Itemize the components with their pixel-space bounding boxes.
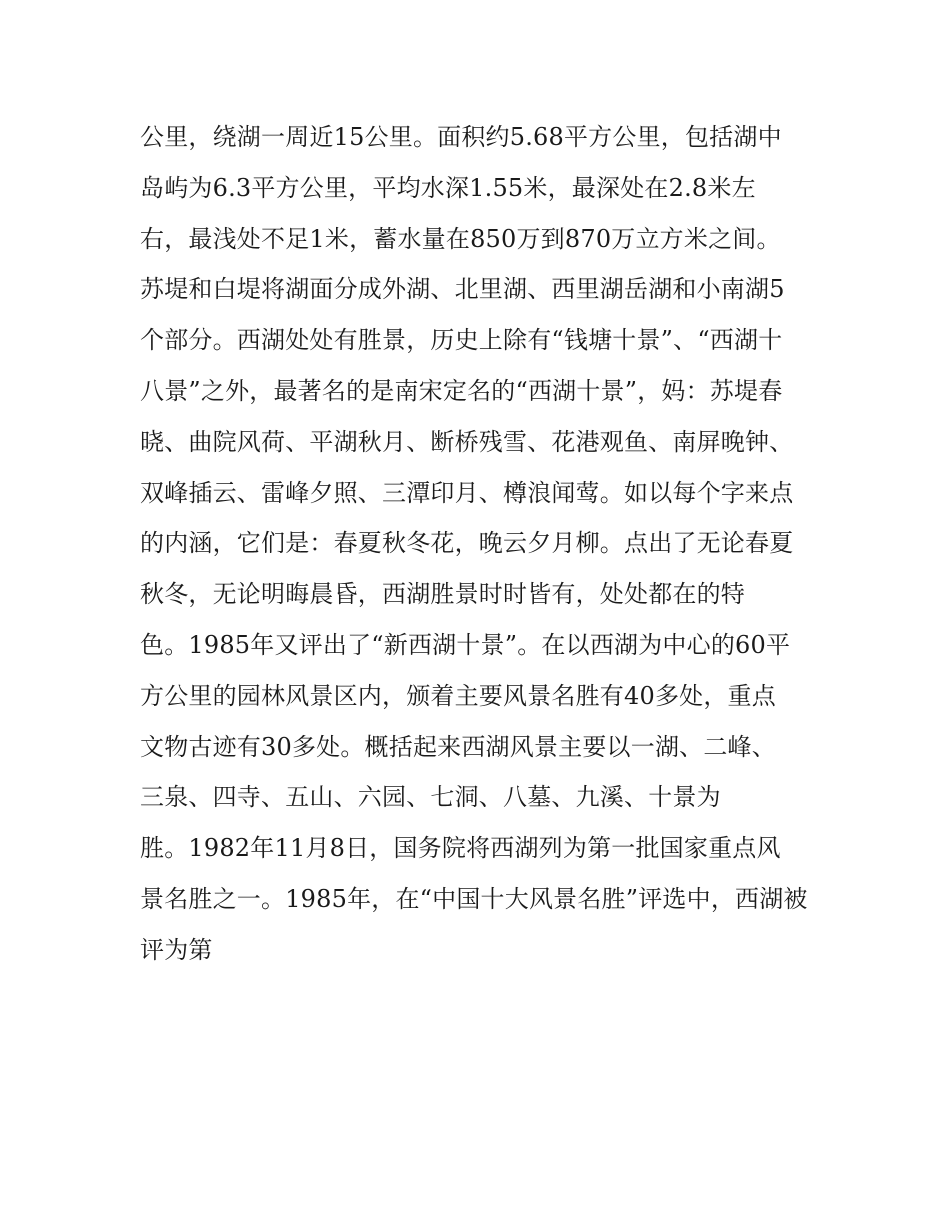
text-line: 胜。1982年11月8日，国务院将西湖列为第一批国家重点风 <box>140 834 781 863</box>
text-line: 方公里的园林风景区内，颁着主要风景名胜有40多处，重点 <box>140 681 776 710</box>
text-line: 双峰插云、雷峰夕照、三潭印月、樽浪闻莺。如以每个字来点 <box>140 478 794 507</box>
text-line: 文物古迹有30多处。概括起来西湖风景主要以一湖、二峰、 <box>140 732 776 761</box>
text-line: 三泉、四寺、五山、六园、七洞、八墓、九溪、十景为 <box>140 783 721 812</box>
text-line: 的内涵，它们是：春夏秋冬花，晚云夕月柳。点出了无论春夏 <box>140 529 794 558</box>
text-line: 景名胜之一。1985年，在“中国十大风景名胜”评选中，西湖被 <box>140 884 808 913</box>
body-text <box>140 112 830 976</box>
text-line: 右，最浅处不足1米，蓄水量在850万到870万立方米之间。 <box>140 224 781 253</box>
text-line: 色。1985年又评出了“新西湖十景”。在以西湖为中心的60平 <box>140 630 791 659</box>
text-line: 晓、曲院风荷、平湖秋月、断桥残雪、花港观鱼、南屏晚钟、 <box>140 427 794 456</box>
text-line: 个部分。西湖处处有胜景，历史上除有“钱塘十景”、“西湖十 <box>140 326 783 355</box>
text-line: 评为第 <box>140 935 213 964</box>
text-line: 公里，绕湖一周近15公里。面积约5.68平方公里，包括湖中 <box>140 123 782 151</box>
text-line: 秋冬，无论明晦晨昏，西湖胜景时时皆有，处处都在的特 <box>140 580 745 609</box>
text-line: 岛屿为6.3平方公里，平均水深1.55米，最深处在2.8米左 <box>140 173 756 202</box>
text-line: 苏堤和白堤将湖面分成外湖、北里湖、西里湖岳湖和小南湖5 <box>140 275 785 304</box>
text-line: 八景”之外，最著名的是南宋定名的“西湖十景”，妈：苏堤春 <box>140 376 783 405</box>
